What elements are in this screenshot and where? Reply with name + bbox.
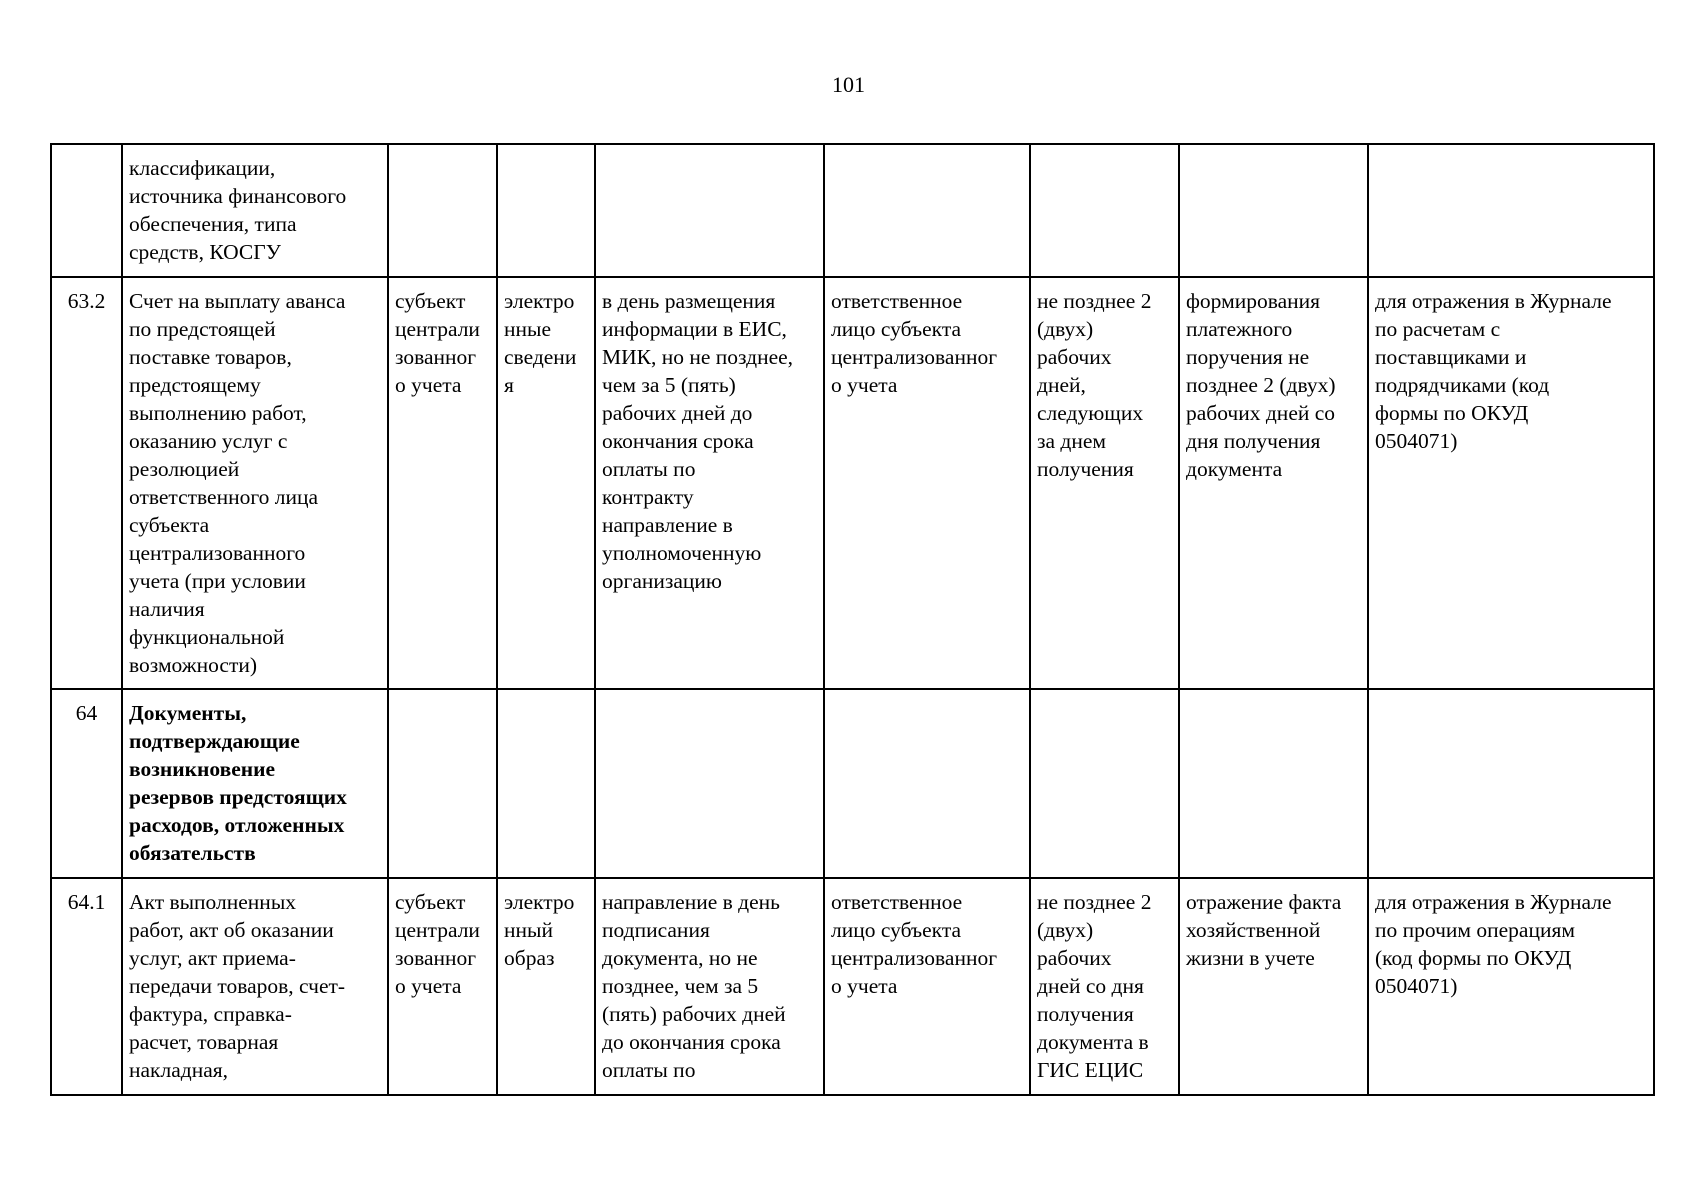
cell-purpose: для отражения в Журнале по прочим операциям (код формы по ОКУД 0504071) [1368,878,1654,1095]
cell-responsible: ответственное лицо субъекта централизованног о учета [824,277,1030,689]
cell-deadline [595,689,824,878]
cell-number [51,144,122,277]
cell-processing-term [1030,689,1179,878]
cell-section-heading: Документы, подтверждающие возникновение резервов предстоящих расходов, отложенных обязательств [122,689,388,878]
table-row [51,277,1654,689]
cell-subject [388,689,497,878]
cell-purpose [1368,144,1654,277]
cell-action: формирования платежного поручения не позднее 2 (двух) рабочих дней со дня получения документа [1179,277,1368,689]
cell-deadline [595,144,824,277]
cell-subject: субъект централи зованног о учета [388,277,497,689]
cell-number: 63.2 [51,277,122,689]
cell-form [497,144,595,277]
cell-form [497,689,595,878]
cell-purpose [1368,689,1654,878]
cell-action: отражение факта хозяйственной жизни в учете [1179,878,1368,1095]
cell-responsible [824,144,1030,277]
cell-subject: субъект централи зованног о учета [388,878,497,1095]
cell-action [1179,689,1368,878]
cell-form: электро нный образ [497,878,595,1095]
table-row [51,144,1654,277]
table-row [51,689,1654,878]
cell-document-name: Акт выполненных работ, акт об оказании услуг, акт приема- передачи товаров, счет- фактура, справка- расчет, товарная накладная, [122,878,388,1095]
cell-deadline: направление в день подписания документа, но не позднее, чем за 5 (пять) рабочих дней до окончания срока оплаты по [595,878,824,1095]
cell-document-name: Счет на выплату аванса по предстоящей поставке товаров, предстоящему выполнению работ, оказанию услуг с резолюцией ответственного лица субъекта централизованного учета (при условии наличия функциональной возможности) [122,277,388,689]
page-number: 101 [832,72,865,97]
cell-action [1179,144,1368,277]
cell-processing-term [1030,144,1179,277]
cell-purpose: для отражения в Журнале по расчетам с поставщиками и подрядчиками (код формы по ОКУД 0504071) [1368,277,1654,689]
cell-responsible: ответственное лицо субъекта централизованног о учета [824,878,1030,1095]
cell-processing-term: не позднее 2 (двух) рабочих дней со дня получения документа в ГИС ЕЦИС [1030,878,1179,1095]
cell-number: 64.1 [51,878,122,1095]
table-row [51,878,1654,1095]
cell-number: 64 [51,689,122,878]
cell-document-name: классификации, источника финансового обеспечения, типа средств, КОСГУ [122,144,388,277]
cell-responsible [824,689,1030,878]
document-table [50,143,1655,1096]
cell-deadline: в день размещения информации в ЕИС, МИК, но не позднее, чем за 5 (пять) рабочих дней до окончания срока оплаты по контракту направление в уполномоченную организацию [595,277,824,689]
cell-form: электро нные сведени я [497,277,595,689]
cell-subject [388,144,497,277]
cell-processing-term: не позднее 2 (двух) рабочих дней, следующих за днем получения [1030,277,1179,689]
